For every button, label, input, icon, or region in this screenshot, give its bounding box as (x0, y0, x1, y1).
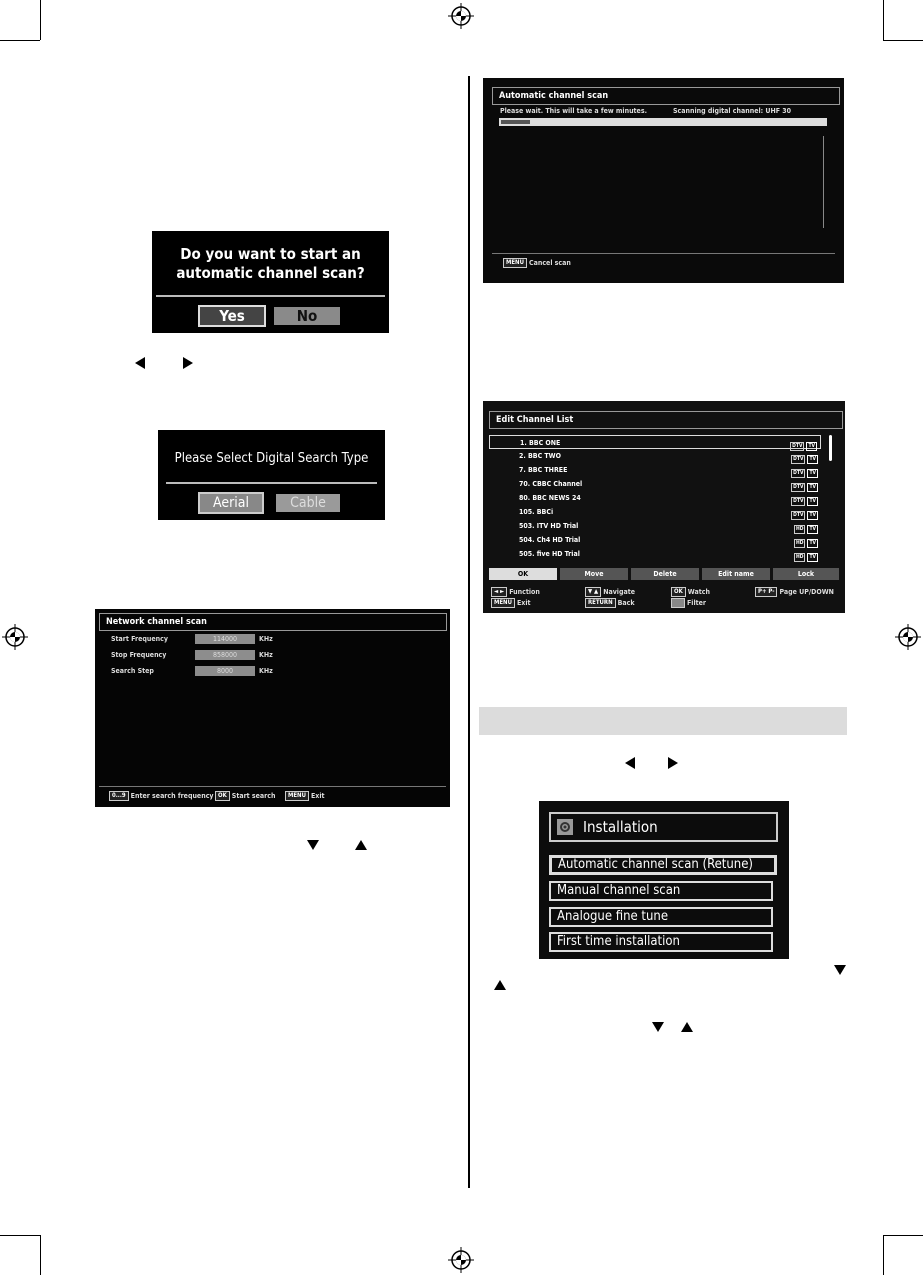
crop-mark (40, 1235, 41, 1275)
legend-item (491, 587, 540, 597)
legend-text: Navigate (603, 588, 636, 596)
type-badge: TV (809, 540, 816, 546)
network-scan-title: Network channel scan (99, 613, 447, 631)
legend-item (671, 587, 710, 597)
type-badge: TV (809, 512, 816, 518)
channel-row[interactable] (489, 463, 821, 477)
legend-item (755, 587, 834, 597)
field-label: Search Step (111, 667, 154, 675)
channel-row[interactable] (489, 435, 821, 449)
key-label: MENU (491, 598, 515, 608)
section-header-bar (479, 707, 847, 735)
action-bar (489, 568, 839, 580)
crop-mark (883, 1235, 923, 1236)
cable-button[interactable]: Cable (276, 494, 340, 512)
badge: DTV (792, 443, 803, 449)
footer-hint (109, 791, 214, 801)
channel-name: 80. BBC NEWS 24 (519, 494, 581, 502)
down-arrow-icon (307, 840, 319, 850)
aerial-button[interactable]: Aerial (198, 492, 264, 514)
filter-key (671, 598, 685, 608)
hint-text: Cancel scan (528, 259, 571, 267)
legend-item (585, 587, 635, 597)
scan-channel: Scanning digital channel: UHF 30 (673, 107, 791, 115)
crop-mark (0, 1235, 40, 1236)
search-type-question: Please Select Digital Search Type (174, 451, 369, 466)
registration-mark-icon (895, 624, 921, 650)
channel-row[interactable] (489, 547, 821, 561)
move-action[interactable]: Move (560, 568, 628, 580)
scrollbar[interactable] (823, 136, 824, 228)
left-arrow-icon (625, 757, 635, 769)
key-label: OK (215, 791, 230, 801)
footer-hint (503, 258, 571, 268)
badge: DTV (793, 484, 804, 490)
legend-item (671, 598, 706, 608)
type-badge: TV (809, 456, 816, 462)
installation-header (549, 812, 778, 842)
footer-hint (215, 791, 275, 801)
crop-mark (0, 40, 40, 41)
badge: HD (795, 540, 804, 546)
stop-frequency-field[interactable]: 858000 (195, 650, 255, 660)
channel-name: 105. BBCi (519, 508, 554, 516)
menu-item-first-time-installation[interactable]: First time installation (549, 932, 773, 952)
channel-name: 503. ITV HD Trial (519, 522, 579, 530)
left-arrow-icon (135, 357, 145, 369)
arrows-icon: ◄ ► (491, 587, 507, 597)
scan-confirm-dialog (152, 231, 389, 333)
channel-list (487, 435, 823, 563)
crop-mark (883, 1235, 884, 1275)
legend-text: Exit (516, 599, 531, 607)
channel-name: 2. BBC TWO (519, 452, 561, 460)
registration-mark-icon (448, 3, 474, 29)
installation-title: Installation (583, 818, 658, 836)
network-scan-screen (95, 609, 450, 807)
type-badge: TV (809, 526, 816, 532)
unit-label: KHz (259, 667, 273, 675)
legend-text: Back (617, 599, 635, 607)
yes-button[interactable]: Yes (198, 305, 266, 327)
hint-text: Exit (310, 792, 325, 800)
channel-name: 504. Ch4 HD Trial (519, 536, 581, 544)
installation-menu (539, 801, 789, 959)
crop-mark (40, 0, 41, 40)
menu-item-analogue-fine-tune[interactable]: Analogue fine tune (549, 907, 773, 927)
down-arrow-icon (652, 1022, 664, 1032)
up-arrow-icon (355, 840, 367, 850)
divider (492, 253, 835, 254)
field-label: Stop Frequency (111, 651, 167, 659)
search-type-dialog (158, 430, 385, 520)
scrollbar-thumb[interactable] (829, 435, 832, 461)
type-badge: TV (809, 554, 816, 560)
edit-list-title: Edit Channel List (489, 411, 843, 429)
legend-text: Watch (687, 588, 710, 596)
key-label: 0...9 (109, 791, 129, 801)
legend-item (491, 598, 531, 608)
badge: DTV (793, 470, 804, 476)
progress-bar (499, 118, 827, 126)
badge: HD (795, 526, 804, 532)
progress-fill (501, 120, 530, 124)
channel-row[interactable] (489, 449, 821, 463)
channel-name: 1. BBC ONE (520, 439, 561, 447)
divider (166, 482, 377, 484)
legend-text: Filter (687, 599, 707, 607)
legend-item (585, 598, 635, 608)
hint-text: Start search (231, 792, 276, 800)
key-label: OK (671, 587, 686, 597)
footer-hint (285, 791, 325, 801)
channel-name: 70. CBBC Channel (519, 480, 583, 488)
key-label: RETURN (585, 598, 616, 608)
badge: HD (795, 554, 804, 560)
channel-row[interactable] (489, 519, 821, 533)
badge: DTV (793, 456, 804, 462)
unit-label: KHz (259, 651, 273, 659)
field-label: Start Frequency (111, 635, 168, 643)
channel-row[interactable] (489, 491, 821, 505)
registration-mark-icon (448, 1247, 474, 1273)
type-badge: TV (809, 498, 816, 504)
right-arrow-icon (668, 757, 678, 769)
auto-scan-title: Automatic channel scan (492, 87, 840, 105)
up-arrow-icon (494, 980, 506, 990)
legend-text: Function (509, 588, 540, 596)
badge: DTV (793, 512, 804, 518)
installation-icon (557, 819, 573, 835)
channel-row[interactable] (489, 505, 821, 519)
menu-item-manual-scan[interactable]: Manual channel scan (549, 881, 773, 901)
delete-action[interactable]: Delete (631, 568, 699, 580)
ok-action[interactable]: OK (489, 568, 557, 580)
type-badge: TV (808, 443, 815, 449)
menu-item-automatic-scan[interactable]: Automatic channel scan (Retune) (549, 855, 777, 875)
key-label: MENU (503, 258, 527, 268)
badge: DTV (793, 498, 804, 504)
column-separator (468, 76, 470, 1188)
right-arrow-icon (183, 357, 193, 369)
lock-action[interactable]: Lock (773, 568, 839, 580)
auto-scan-screen (483, 78, 844, 283)
hint-text: Enter search frequency (130, 792, 214, 800)
no-button[interactable]: No (274, 307, 340, 325)
legend-text: Page UP/DOWN (779, 588, 834, 596)
edit-channel-list-screen (483, 401, 845, 613)
edit-name-action[interactable]: Edit name (702, 568, 770, 580)
channel-badges (792, 549, 818, 563)
arrows-icon: ▼ ▲ (585, 587, 601, 597)
start-frequency-field[interactable]: 114000 (195, 634, 255, 644)
divider (99, 786, 446, 787)
type-badge: TV (809, 470, 816, 476)
key-label: P+ P- (755, 587, 777, 597)
scan-confirm-question: Do you want to start an automatic channel scan? (176, 245, 365, 282)
unit-label: KHz (259, 635, 273, 643)
channel-row[interactable] (489, 533, 821, 547)
channel-name: 7. BBC THREE (519, 466, 568, 474)
crop-mark (883, 40, 923, 41)
divider (156, 295, 385, 297)
scan-status: Please wait. This will take a few minutes. (500, 107, 647, 115)
crop-mark (883, 0, 884, 40)
registration-mark-icon (2, 624, 28, 650)
down-arrow-icon (834, 965, 846, 975)
up-arrow-icon (681, 1022, 693, 1032)
key-label: MENU (285, 791, 309, 801)
type-badge: TV (809, 484, 816, 490)
channel-row[interactable] (489, 477, 821, 491)
channel-name: 505. five HD Trial (519, 550, 580, 558)
search-step-field[interactable]: 8000 (195, 666, 255, 676)
